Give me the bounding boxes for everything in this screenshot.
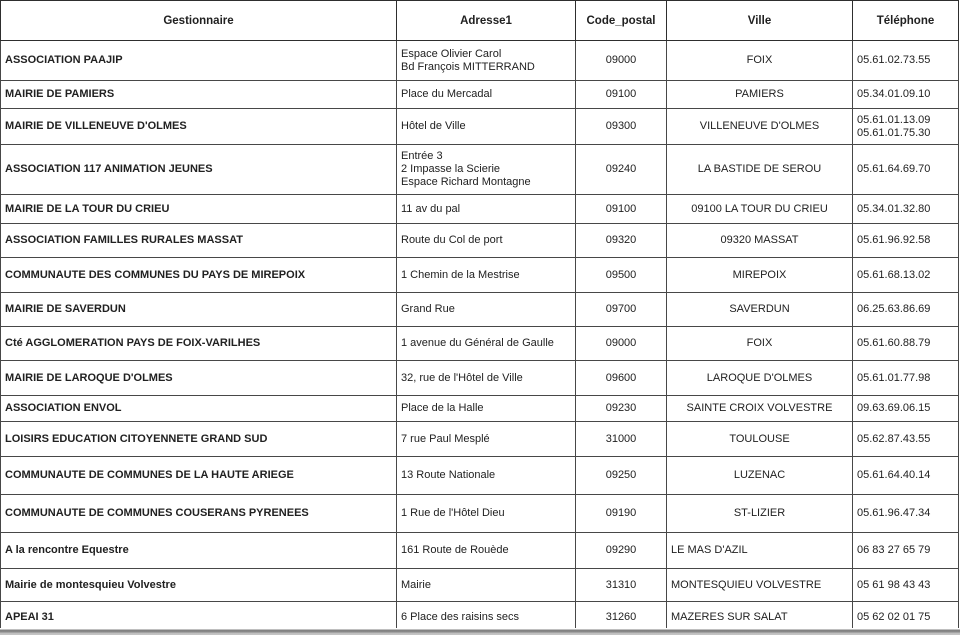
cell-adresse: Espace Olivier Carol Bd François MITTERRAND bbox=[397, 41, 576, 81]
cell-code_postal: 31000 bbox=[576, 422, 667, 457]
cell-gestionnaire: MAIRIE DE PAMIERS bbox=[1, 81, 397, 109]
cell-ville: MAZERES SUR SALAT bbox=[667, 602, 853, 633]
cell-telephone: 05.61.02.73.55 bbox=[853, 41, 959, 81]
cell-gestionnaire: COMMUNAUTE DE COMMUNES DE LA HAUTE ARIEGE bbox=[1, 457, 397, 495]
column-header-gestionnaire: Gestionnaire bbox=[1, 1, 397, 41]
cell-ville: MONTESQUIEU VOLVESTRE bbox=[667, 569, 853, 602]
table-row bbox=[1, 145, 959, 195]
cell-ville: MIREPOIX bbox=[667, 258, 853, 293]
cell-code_postal: 09290 bbox=[576, 533, 667, 569]
cell-telephone: 05.61.68.13.02 bbox=[853, 258, 959, 293]
cell-adresse: Place de la Halle bbox=[397, 396, 576, 422]
bottom-edge-strip bbox=[0, 628, 960, 635]
cell-gestionnaire: LOISIRS EDUCATION CITOYENNETE GRAND SUD bbox=[1, 422, 397, 457]
table-row bbox=[1, 396, 959, 422]
cell-ville: LE MAS D'AZIL bbox=[667, 533, 853, 569]
table-row bbox=[1, 258, 959, 293]
cell-code_postal: 09100 bbox=[576, 81, 667, 109]
cell-gestionnaire: ASSOCIATION FAMILLES RURALES MASSAT bbox=[1, 224, 397, 258]
cell-telephone: 05.61.64.40.14 bbox=[853, 457, 959, 495]
cell-gestionnaire: Cté AGGLOMERATION PAYS DE FOIX-VARILHES bbox=[1, 327, 397, 361]
table-row bbox=[1, 327, 959, 361]
cell-gestionnaire: Mairie de montesquieu Volvestre bbox=[1, 569, 397, 602]
cell-adresse: 13 Route Nationale bbox=[397, 457, 576, 495]
cell-adresse: 161 Route de Rouède bbox=[397, 533, 576, 569]
cell-code_postal: 09300 bbox=[576, 109, 667, 145]
cell-code_postal: 09700 bbox=[576, 293, 667, 327]
cell-code_postal: 31260 bbox=[576, 602, 667, 633]
column-header-ville: Ville bbox=[667, 1, 853, 41]
cell-telephone: 05.62.87.43.55 bbox=[853, 422, 959, 457]
cell-telephone: 05.61.01.13.09 05.61.01.75.30 bbox=[853, 109, 959, 145]
cell-adresse: 1 Rue de l'Hôtel Dieu bbox=[397, 495, 576, 533]
cell-telephone: 05.61.01.77.98 bbox=[853, 361, 959, 396]
cell-gestionnaire: MAIRIE DE LA TOUR DU CRIEU bbox=[1, 195, 397, 224]
cell-code_postal: 09000 bbox=[576, 41, 667, 81]
cell-code_postal: 09100 bbox=[576, 195, 667, 224]
cell-telephone: 05.34.01.32.80 bbox=[853, 195, 959, 224]
cell-code_postal: 09230 bbox=[576, 396, 667, 422]
cell-adresse: 6 Place des raisins secs bbox=[397, 602, 576, 633]
cell-telephone: 05.34.01.09.10 bbox=[853, 81, 959, 109]
cell-adresse: Mairie bbox=[397, 569, 576, 602]
table-row bbox=[1, 81, 959, 109]
table-row bbox=[1, 422, 959, 457]
cell-gestionnaire: MAIRIE DE VILLENEUVE D'OLMES bbox=[1, 109, 397, 145]
cell-gestionnaire: APEAI 31 bbox=[1, 602, 397, 633]
cell-telephone: 05.61.96.47.34 bbox=[853, 495, 959, 533]
cell-ville: 09320 MASSAT bbox=[667, 224, 853, 258]
cell-ville: TOULOUSE bbox=[667, 422, 853, 457]
cell-gestionnaire: A la rencontre Equestre bbox=[1, 533, 397, 569]
cell-ville: SAVERDUN bbox=[667, 293, 853, 327]
cell-telephone: 05 61 98 43 43 bbox=[853, 569, 959, 602]
cell-ville: PAMIERS bbox=[667, 81, 853, 109]
cell-telephone: 09.63.69.06.15 bbox=[853, 396, 959, 422]
cell-code_postal: 09500 bbox=[576, 258, 667, 293]
table-row bbox=[1, 495, 959, 533]
cell-adresse: 32, rue de l'Hôtel de Ville bbox=[397, 361, 576, 396]
cell-adresse: 7 rue Paul Mesplé bbox=[397, 422, 576, 457]
cell-ville: VILLENEUVE D'OLMES bbox=[667, 109, 853, 145]
cell-code_postal: 09240 bbox=[576, 145, 667, 195]
cell-gestionnaire: ASSOCIATION PAAJIP bbox=[1, 41, 397, 81]
cell-gestionnaire: MAIRIE DE SAVERDUN bbox=[1, 293, 397, 327]
column-header-adresse: Adresse1 bbox=[397, 1, 576, 41]
cell-ville: 09100 LA TOUR DU CRIEU bbox=[667, 195, 853, 224]
cell-adresse: Grand Rue bbox=[397, 293, 576, 327]
cell-adresse: Place du Mercadal bbox=[397, 81, 576, 109]
cell-gestionnaire: ASSOCIATION ENVOL bbox=[1, 396, 397, 422]
header-row bbox=[1, 1, 959, 41]
cell-ville: LAROQUE D'OLMES bbox=[667, 361, 853, 396]
column-header-telephone: Téléphone bbox=[853, 1, 959, 41]
table-body bbox=[1, 41, 959, 633]
table-row bbox=[1, 195, 959, 224]
cell-telephone: 05.61.64.69.70 bbox=[853, 145, 959, 195]
column-header-code_postal: Code_postal bbox=[576, 1, 667, 41]
cell-ville: ST-LIZIER bbox=[667, 495, 853, 533]
table-row bbox=[1, 293, 959, 327]
table-row bbox=[1, 533, 959, 569]
cell-gestionnaire: ASSOCIATION 117 ANIMATION JEUNES bbox=[1, 145, 397, 195]
cell-ville: LA BASTIDE DE SEROU bbox=[667, 145, 853, 195]
cell-ville: LUZENAC bbox=[667, 457, 853, 495]
cell-adresse: Entrée 3 2 Impasse la Scierie Espace Richard Montagne bbox=[397, 145, 576, 195]
table-row bbox=[1, 569, 959, 602]
cell-code_postal: 09250 bbox=[576, 457, 667, 495]
cell-adresse: 1 Chemin de la Mestrise bbox=[397, 258, 576, 293]
cell-telephone: 06.25.63.86.69 bbox=[853, 293, 959, 327]
cell-ville: FOIX bbox=[667, 41, 853, 81]
cell-adresse: 11 av du pal bbox=[397, 195, 576, 224]
table-row bbox=[1, 41, 959, 81]
table-row bbox=[1, 224, 959, 258]
cell-telephone: 06 83 27 65 79 bbox=[853, 533, 959, 569]
cell-code_postal: 09320 bbox=[576, 224, 667, 258]
cell-gestionnaire: COMMUNAUTE DES COMMUNES DU PAYS DE MIREPOIX bbox=[1, 258, 397, 293]
table-row bbox=[1, 361, 959, 396]
table-row bbox=[1, 457, 959, 495]
cell-ville: FOIX bbox=[667, 327, 853, 361]
cell-ville: SAINTE CROIX VOLVESTRE bbox=[667, 396, 853, 422]
cell-telephone: 05 62 02 01 75 bbox=[853, 602, 959, 633]
table-header bbox=[1, 1, 959, 41]
cell-code_postal: 31310 bbox=[576, 569, 667, 602]
cell-gestionnaire: COMMUNAUTE DE COMMUNES COUSERANS PYRENEES bbox=[1, 495, 397, 533]
cell-gestionnaire: MAIRIE DE LAROQUE D'OLMES bbox=[1, 361, 397, 396]
cell-telephone: 05.61.60.88.79 bbox=[853, 327, 959, 361]
table-row bbox=[1, 109, 959, 145]
cell-code_postal: 09600 bbox=[576, 361, 667, 396]
cell-code_postal: 09000 bbox=[576, 327, 667, 361]
cell-telephone: 05.61.96.92.58 bbox=[853, 224, 959, 258]
cell-code_postal: 09190 bbox=[576, 495, 667, 533]
cell-adresse: 1 avenue du Général de Gaulle bbox=[397, 327, 576, 361]
cell-adresse: Route du Col de port bbox=[397, 224, 576, 258]
cell-adresse: Hôtel de Ville bbox=[397, 109, 576, 145]
